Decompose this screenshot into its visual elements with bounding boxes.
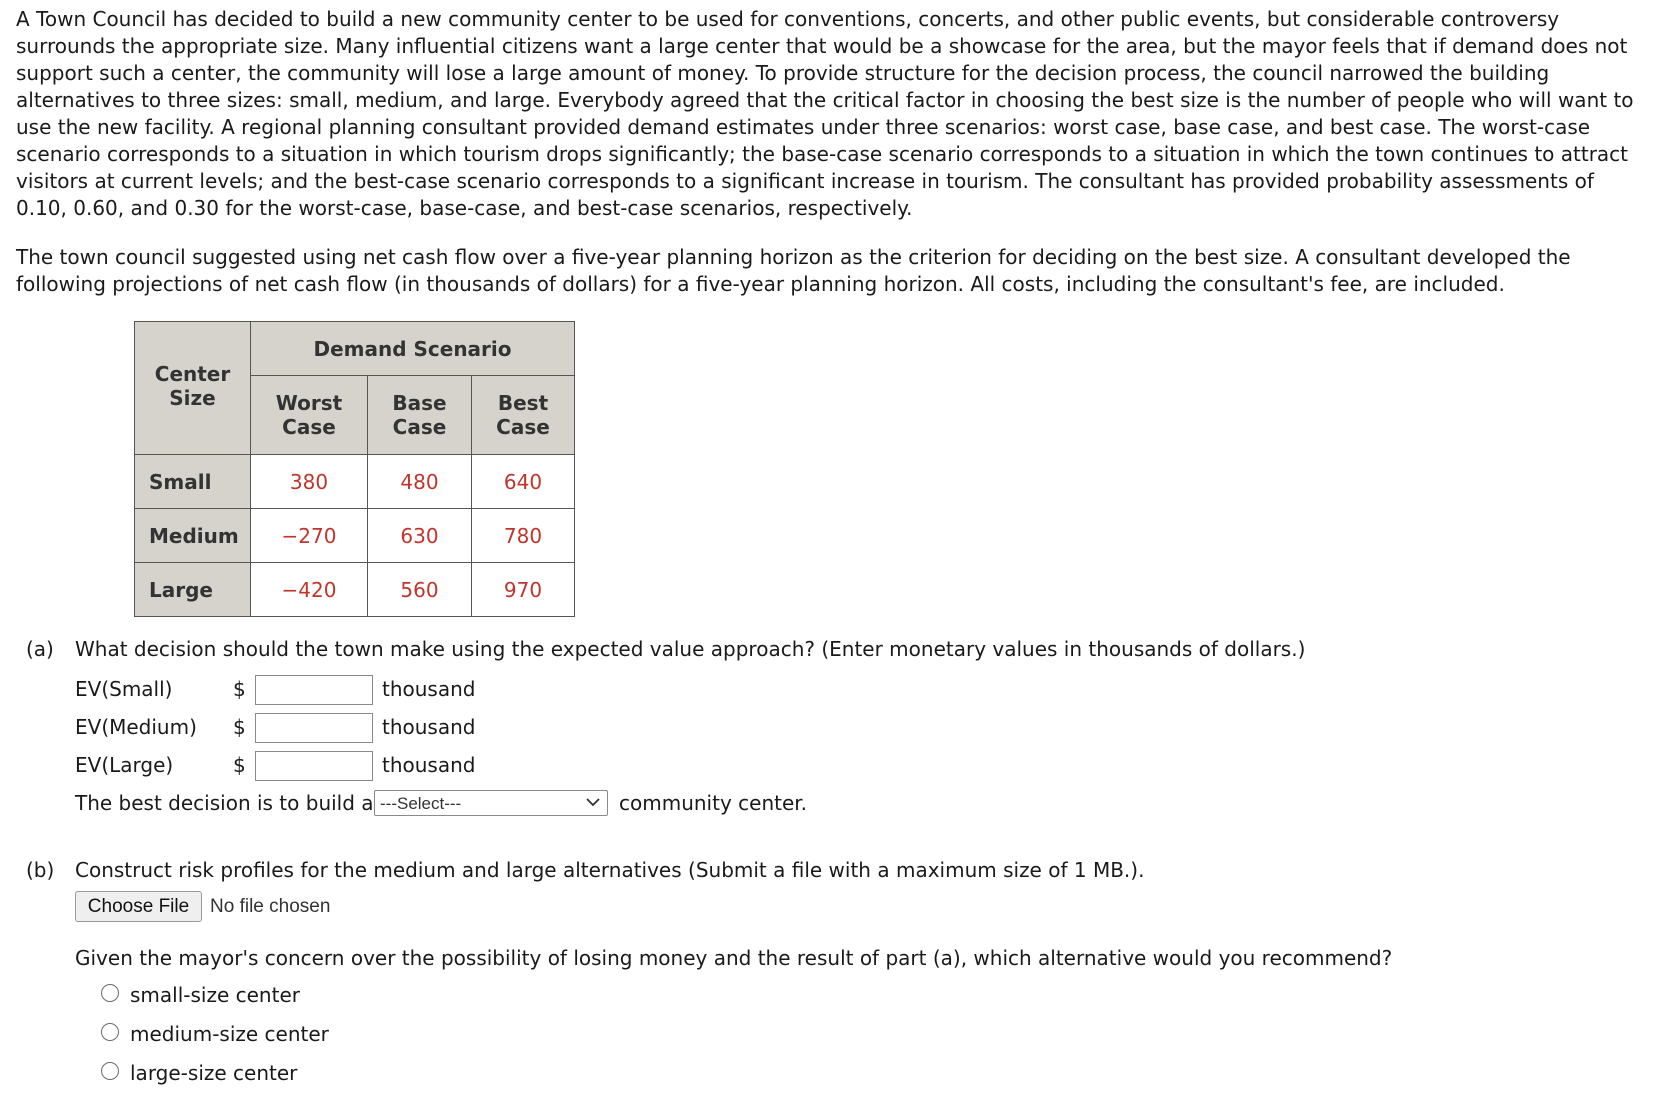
ev-medium-input[interactable] — [255, 713, 373, 743]
dollar-sign: $ — [233, 715, 246, 739]
part-b-question: Construct risk profiles for the medium and large alternatives (Submit a file with a maximum size of 1 MB.). — [75, 858, 1145, 882]
unit-label: thousand — [382, 715, 476, 739]
table-cell: 630 — [368, 509, 472, 563]
unit-label: thousand — [382, 677, 476, 701]
table-cell: 640 — [472, 455, 575, 509]
table-row — [135, 563, 575, 617]
decision-suffix: community center. — [619, 791, 808, 815]
center-size-header: Center Size — [135, 322, 251, 455]
table-cell: 780 — [472, 509, 575, 563]
base-case-header: Base Case — [368, 376, 472, 455]
part-b-label: (b) — [26, 858, 55, 882]
option-large-label: large-size center — [130, 1061, 298, 1085]
demand-scenario-header: Demand Scenario — [251, 322, 575, 376]
table-row — [135, 509, 575, 563]
row-header-large: Large — [135, 563, 251, 617]
decision-select[interactable] — [374, 790, 608, 816]
unit-label: thousand — [382, 753, 476, 777]
dollar-sign: $ — [233, 677, 246, 701]
dollar-sign: $ — [233, 753, 246, 777]
ev-medium-label: EV(Medium) — [75, 715, 197, 739]
chevron-down-icon — [585, 794, 601, 815]
ev-small-label: EV(Small) — [75, 677, 173, 701]
best-case-header: Best Case — [472, 376, 575, 455]
table-row — [135, 455, 575, 509]
option-small-label: small-size center — [130, 983, 300, 1007]
radio-small-center[interactable] — [101, 984, 119, 1002]
decision-prefix: The best decision is to build a — [75, 791, 374, 815]
select-value: ---Select--- — [380, 794, 462, 813]
worst-case-header: Worst Case — [251, 376, 368, 455]
table-cell: −270 — [251, 509, 368, 563]
table-cell: −420 — [251, 563, 368, 617]
ev-small-input[interactable] — [255, 675, 373, 705]
row-header-small: Small — [135, 455, 251, 509]
radio-large-center[interactable] — [101, 1062, 119, 1080]
recommend-question: Given the mayor's concern over the possibility of losing money and the result of part (a), which alternative would you recommend? — [75, 946, 1393, 970]
part-a-label: (a) — [26, 637, 54, 661]
choose-file-button[interactable]: Choose File — [75, 891, 202, 922]
table-cell: 480 — [368, 455, 472, 509]
ev-large-label: EV(Large) — [75, 753, 174, 777]
ev-large-input[interactable] — [255, 751, 373, 781]
table-cell: 380 — [251, 455, 368, 509]
part-a-question: What decision should the town make using the expected value approach? (Enter monetary values in thousands of dollars.) — [75, 637, 1306, 661]
table-cell: 970 — [472, 563, 575, 617]
table-cell: 560 — [368, 563, 472, 617]
radio-medium-center[interactable] — [101, 1023, 119, 1041]
file-status: No file chosen — [210, 896, 331, 917]
row-header-medium: Medium — [135, 509, 251, 563]
intro-paragraph-1: A Town Council has decided to build a new community center to be used for conventions, concerts, and other public events, but considerable controversy surrounds the appropriate size. Many influential citizens want a large center that would be a showcase for the area, but the mayor feels that if demand does not support such a center, the community will lose a large amount of money. To provide structure for the decision process, the council narrowed the building alternatives to three sizes: small, medium, and large. Everybody agreed that the critical factor in choosing the best size is the number of people who will want to use the new facility. A regional planning consultant provided demand estimates under three scenarios: worst case, base case, and best case. The worst-case scenario corresponds to a situation in which tourism drops significantly; the base-case scenario corresponds to a situation in which the town continues to attract visitors at current levels; and the best-case scenario corresponds to a significant increase in tourism. The consultant has provided probability assessments of 0.10, 0.60, and 0.30 for the worst-case, base-case, and best-case scenarios, respectively. — [16, 7, 1634, 220]
cash-flow-table — [134, 321, 575, 617]
intro-paragraph-2: The town council suggested using net cash flow over a five-year planning horizon as the criterion for deciding on the best size. A consultant developed the following projections of net cash flow (in thousands of dollars) for a five-year planning horizon. All costs, including the consultant's fee, are included. — [16, 245, 1571, 296]
option-medium-label: medium-size center — [130, 1022, 329, 1046]
